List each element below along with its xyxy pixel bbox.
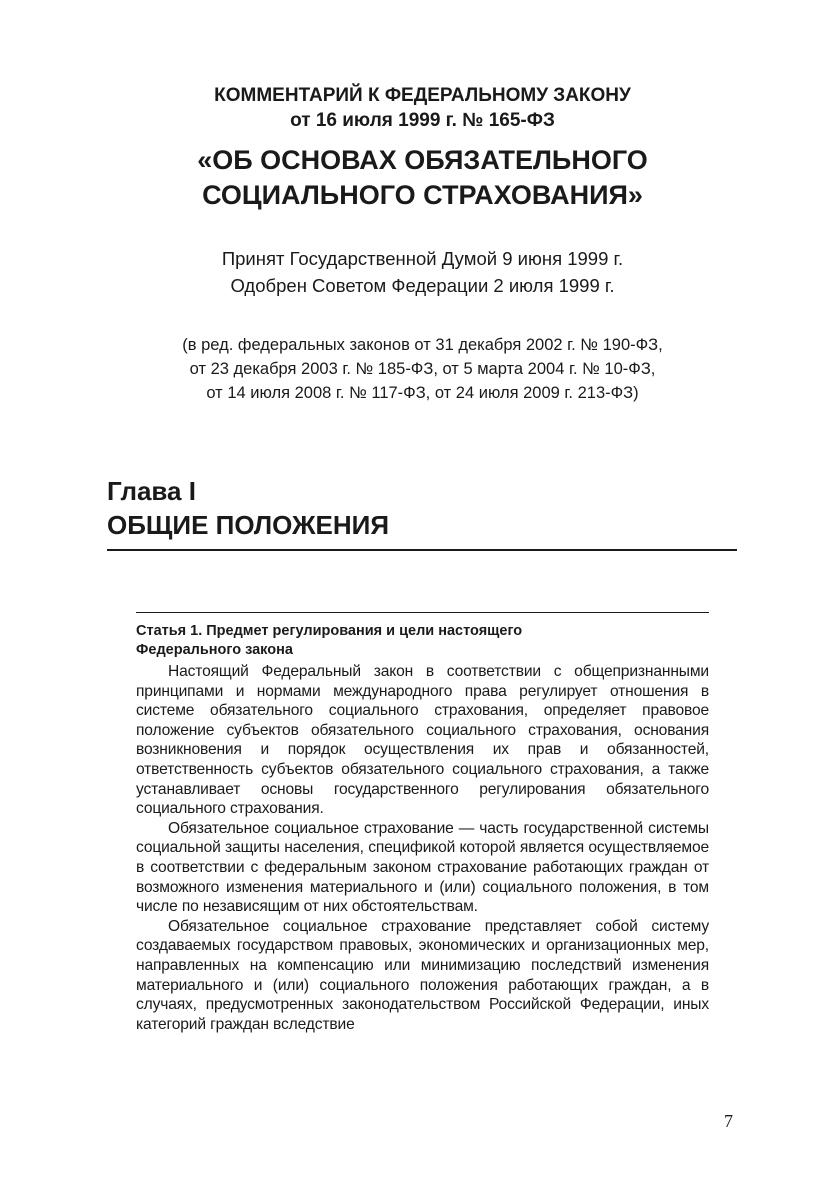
- law-title-line: «ОБ ОСНОВАХ ОБЯЗАТЕЛЬНОГО: [197, 145, 648, 175]
- chapter-title: ОБЩИЕ ПОЛОЖЕНИЯ: [107, 510, 390, 540]
- article-paragraph: Обязательное социальное страхование — часть государственной системы социальной защиты населения, спецификой которой является осуществляемое в соответствии с федеральным законом страхование работающих граждан от возможного изменения материального и (или) социального положения, в том числе по независящим от них обстоятельствам.: [136, 819, 709, 916]
- article-divider: [136, 612, 709, 613]
- law-title-line: СОЦИАЛЬНОГО СТРАХОВАНИЯ»: [202, 180, 643, 210]
- amendments-line: (в ред. федеральных законов от 31 декабря 2002 г. № 190-ФЗ,: [182, 336, 663, 354]
- amendments-line: от 23 декабря 2003 г. № 185-ФЗ, от 5 марта 2004 г. № 10-ФЗ,: [189, 360, 656, 378]
- article-heading: [136, 622, 709, 660]
- adoption-info: [0, 245, 827, 299]
- amendments-line: от 14 июля 2008 г. № 117-ФЗ, от 24 июля 2009 г. 213-ФЗ): [206, 384, 639, 402]
- article-heading-line: Федерального закона: [136, 642, 293, 658]
- chapter-divider: [107, 549, 737, 551]
- commentary-heading: [0, 83, 827, 133]
- law-title: [0, 143, 827, 213]
- article-1: [136, 622, 709, 1034]
- adopted-by-duma: Принят Государственной Думой 9 июня 1999 г.: [221, 248, 624, 269]
- commentary-line: КОММЕНТАРИЙ К ФЕДЕРАЛЬНОМУ ЗАКОНУ: [214, 85, 631, 106]
- law-date-number: от 16 июля 1999 г. № 165-ФЗ: [290, 110, 555, 131]
- page-number: 7: [724, 1111, 733, 1131]
- approved-by-federation-council: Одобрен Советом Федерации 2 июля 1999 г.: [230, 275, 615, 296]
- amendments-note: [0, 333, 827, 405]
- article-heading-line: Статья 1. Предмет регулирования и цели настоящего: [136, 623, 523, 639]
- article-paragraph: Настоящий Федеральный закон в соответствии с общепризнанными принципами и нормами международного права регулирует отношения в системе обязательного социального страхования, определяет правовое положение субъектов обязательного социального страхования, основания возникновения и порядок осуществления их прав и обязанностей, ответственность субъектов обязательного социального страхования, а также устанавливает основы государственного регулирования обязательного социального страхования.: [136, 663, 709, 818]
- chapter-number: Глава I: [107, 476, 196, 506]
- article-paragraph: Обязательное социальное страхование представляет собой систему создаваемых государством правовых, экономических и организационных мер, направленных на компенсацию или минимизацию последствий изменения материального и (или) социального положения работающих граждан, а в случаях, предусмотренных законодательством Российской Федерации, иных категорий граждан вследствие: [136, 917, 709, 1033]
- chapter-heading: [107, 474, 389, 542]
